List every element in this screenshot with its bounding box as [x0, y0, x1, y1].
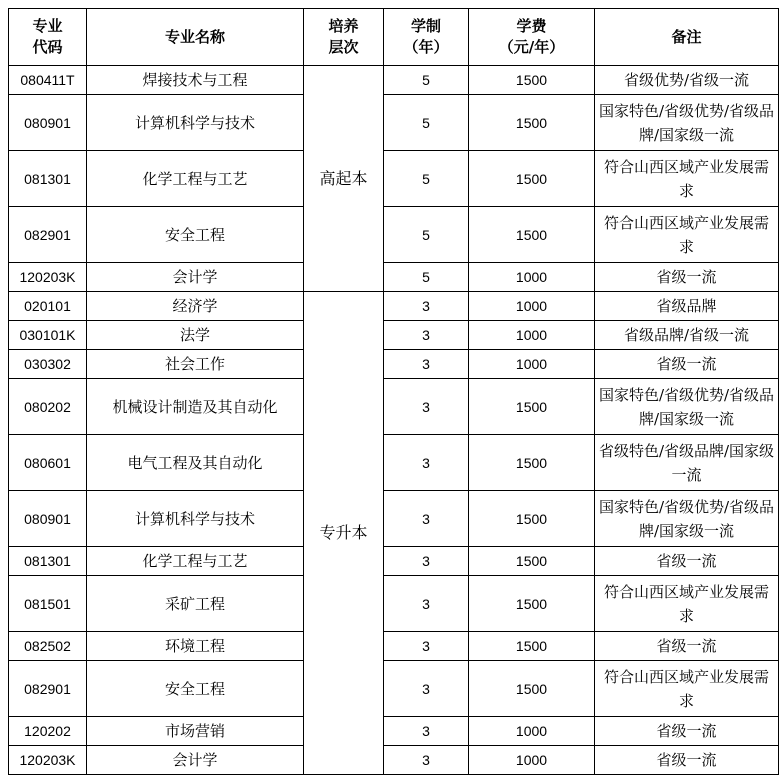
header-years: 学制 （年）	[384, 9, 469, 66]
cell-years: 3	[384, 321, 469, 350]
cell-fee: 1500	[469, 95, 595, 151]
header-code: 专业 代码	[9, 9, 87, 66]
cell-name: 电气工程及其自动化	[87, 435, 304, 491]
table-row	[9, 321, 779, 350]
cell-note: 符合山西区域产业发展需求	[595, 207, 779, 263]
cell-code: 081301	[9, 151, 87, 207]
major-table	[8, 8, 779, 775]
cell-note: 省级一流	[595, 350, 779, 379]
cell-name: 会计学	[87, 263, 304, 292]
cell-code: 082901	[9, 207, 87, 263]
table-row	[9, 547, 779, 576]
cell-fee: 1000	[469, 746, 595, 775]
cell-years: 5	[384, 66, 469, 95]
cell-name: 会计学	[87, 746, 304, 775]
cell-note: 国家特色/省级优势/省级品牌/国家级一流	[595, 95, 779, 151]
cell-name: 安全工程	[87, 207, 304, 263]
cell-fee: 1000	[469, 263, 595, 292]
cell-code: 120202	[9, 717, 87, 746]
cell-fee: 1500	[469, 661, 595, 717]
cell-code: 080202	[9, 379, 87, 435]
cell-level: 高起本	[304, 66, 384, 292]
cell-note: 国家特色/省级优势/省级品牌/国家级一流	[595, 491, 779, 547]
cell-note: 国家特色/省级优势/省级品牌/国家级一流	[595, 379, 779, 435]
cell-name: 法学	[87, 321, 304, 350]
cell-code: 080901	[9, 491, 87, 547]
cell-fee: 1500	[469, 491, 595, 547]
cell-code: 020101	[9, 292, 87, 321]
cell-years: 3	[384, 576, 469, 632]
header-fee: 学费 （元/年）	[469, 9, 595, 66]
cell-code: 080901	[9, 95, 87, 151]
cell-note: 省级品牌/省级一流	[595, 321, 779, 350]
cell-code: 082502	[9, 632, 87, 661]
cell-years: 5	[384, 95, 469, 151]
cell-fee: 1000	[469, 717, 595, 746]
table-row	[9, 717, 779, 746]
cell-name: 化学工程与工艺	[87, 151, 304, 207]
table-row	[9, 263, 779, 292]
cell-note: 符合山西区域产业发展需求	[595, 576, 779, 632]
cell-years: 3	[384, 632, 469, 661]
cell-name: 环境工程	[87, 632, 304, 661]
cell-code: 120203K	[9, 263, 87, 292]
cell-note: 省级一流	[595, 263, 779, 292]
table-row	[9, 576, 779, 632]
cell-years: 3	[384, 350, 469, 379]
header-row	[9, 9, 779, 66]
cell-fee: 1500	[469, 207, 595, 263]
cell-name: 经济学	[87, 292, 304, 321]
cell-note: 符合山西区域产业发展需求	[595, 661, 779, 717]
header-note: 备注	[595, 9, 779, 66]
cell-name: 计算机科学与技术	[87, 491, 304, 547]
cell-note: 省级一流	[595, 717, 779, 746]
cell-code: 082901	[9, 661, 87, 717]
cell-note: 符合山西区域产业发展需求	[595, 151, 779, 207]
table-row	[9, 95, 779, 151]
cell-name: 市场营销	[87, 717, 304, 746]
cell-note: 省级一流	[595, 547, 779, 576]
table-body	[9, 66, 779, 775]
cell-code: 120203K	[9, 746, 87, 775]
cell-note: 省级一流	[595, 632, 779, 661]
table-row	[9, 207, 779, 263]
cell-fee: 1500	[469, 435, 595, 491]
header-name: 专业名称	[87, 9, 304, 66]
cell-name: 安全工程	[87, 661, 304, 717]
cell-years: 5	[384, 263, 469, 292]
table-row	[9, 632, 779, 661]
cell-name: 机械设计制造及其自动化	[87, 379, 304, 435]
cell-fee: 1500	[469, 379, 595, 435]
cell-code: 080411T	[9, 66, 87, 95]
cell-level: 专升本	[304, 292, 384, 775]
cell-name: 化学工程与工艺	[87, 547, 304, 576]
cell-code: 030302	[9, 350, 87, 379]
cell-fee: 1000	[469, 350, 595, 379]
cell-years: 3	[384, 746, 469, 775]
table-row	[9, 746, 779, 775]
cell-code: 030101K	[9, 321, 87, 350]
cell-code: 081301	[9, 547, 87, 576]
cell-years: 3	[384, 292, 469, 321]
cell-years: 3	[384, 435, 469, 491]
table-row	[9, 491, 779, 547]
cell-fee: 1000	[469, 292, 595, 321]
cell-fee: 1500	[469, 576, 595, 632]
cell-years: 3	[384, 717, 469, 746]
cell-name: 焊接技术与工程	[87, 66, 304, 95]
cell-code: 081501	[9, 576, 87, 632]
cell-fee: 1500	[469, 66, 595, 95]
cell-fee: 1500	[469, 151, 595, 207]
header-level: 培养 层次	[304, 9, 384, 66]
cell-note: 省级品牌	[595, 292, 779, 321]
cell-years: 3	[384, 379, 469, 435]
table-row	[9, 66, 779, 95]
cell-fee: 1500	[469, 547, 595, 576]
cell-years: 3	[384, 547, 469, 576]
table-row	[9, 350, 779, 379]
cell-years: 5	[384, 151, 469, 207]
cell-name: 社会工作	[87, 350, 304, 379]
cell-note: 省级特色/省级品牌/国家级一流	[595, 435, 779, 491]
cell-note: 省级一流	[595, 746, 779, 775]
table-row	[9, 435, 779, 491]
cell-years: 3	[384, 661, 469, 717]
table-row	[9, 151, 779, 207]
table-row	[9, 379, 779, 435]
table-row	[9, 661, 779, 717]
cell-name: 计算机科学与技术	[87, 95, 304, 151]
cell-note: 省级优势/省级一流	[595, 66, 779, 95]
cell-years: 5	[384, 207, 469, 263]
cell-name: 采矿工程	[87, 576, 304, 632]
cell-fee: 1500	[469, 632, 595, 661]
table-row	[9, 292, 779, 321]
cell-years: 3	[384, 491, 469, 547]
cell-fee: 1000	[469, 321, 595, 350]
cell-code: 080601	[9, 435, 87, 491]
